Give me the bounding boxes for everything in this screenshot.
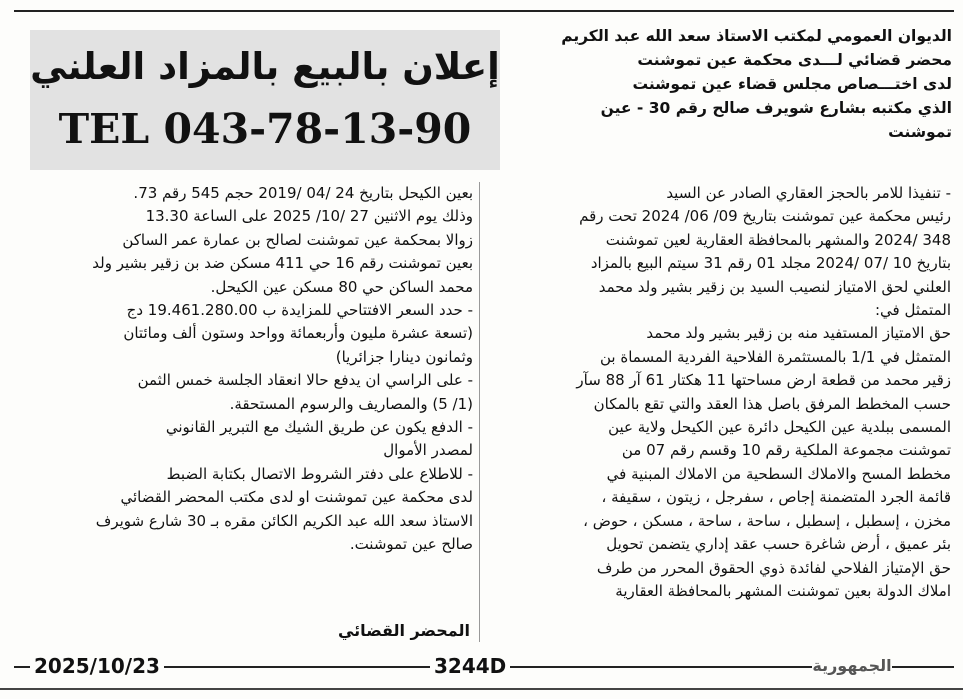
- text-line: زقير محمد من قطعة ارض مساحتها 11 هكتار 61 آر 88 سآر: [576, 371, 951, 390]
- text-line: لدى محكمة عين تموشنت او لدى مكتب المحضر القضائي: [120, 488, 473, 507]
- text-line: بتاريخ 10 /07 /2024 مجلد 01 رقم 31 سيتم البيع بالمزاد: [590, 254, 951, 273]
- text-line: حسب المخطط المرفق باصل هذا العقد والتي تقع بالمكان: [593, 394, 951, 413]
- text-line: صالح عين تموشنت.: [349, 535, 473, 554]
- text-line: المتمثل في:: [875, 301, 951, 320]
- left-column: [18, 182, 473, 557]
- text-line: وثمانون دينارا جزائريا): [335, 347, 473, 366]
- text-line: بعين الكيحل بتاريخ 24 /04 /2019 حجم 545 رقم 73.: [133, 184, 473, 202]
- text-line: محمد الساكن حي 80 مسكن عين الكيحل.: [210, 277, 473, 296]
- office-line: تموشنت: [888, 123, 952, 141]
- text-line: زوالا بمحكمة عين تموشنت لصالح بن عمارة عمر الساكن: [122, 230, 473, 249]
- auction-banner: [30, 30, 500, 170]
- office-line: الديوان العمومي لمكتب الاستاذ سعد الله عبد الكريم: [561, 27, 952, 45]
- signature-title: المحضر القضائي: [337, 621, 470, 640]
- office-line: الذي مكتبه بشارع شويرف صالح رقم 30 - عين: [600, 99, 952, 117]
- text-line: املاك الدولة بعين تموشنت المشهر بالمحافظة العقارية: [615, 581, 951, 600]
- text-line: العلني لحق الامتياز لنصيب السيد بن زقير بشير ولد محمد: [598, 277, 951, 296]
- text-line: مخطط المسح والاملاك السطحية من الاملاك المبنية في: [606, 464, 951, 483]
- text-line: وذلك يوم الاثنين 27 /10/ 2025 على الساعة 13.30: [145, 207, 473, 226]
- text-line: حق الامتياز المستفيد منه بن زقير بشير ولد محمد: [646, 324, 951, 343]
- text-line: المتمثل في 1/1 بالمستثمرة الفلاحية الفردية المسماة بن: [599, 347, 951, 366]
- text-line: - للاطلاع على دفتر الشروط الاتصال بكتابة الضبط: [166, 464, 473, 483]
- text-line: بئر عميق ، أرض شاغرة حسب عقد إداري يتضمن تحويل: [606, 535, 951, 554]
- text-line: رئيس محكمة عين تموشنت بتاريخ 09/ 06/ 2024 تحت رقم: [579, 207, 951, 226]
- text-line: (1/ 5) والمصاريف والرسوم المستحقة.: [229, 394, 473, 413]
- text-line: - الدفع يكون عن طريق الشيك مع التبرير القانوني: [165, 418, 473, 437]
- office-line: لدى اختـــصاص مجلس قضاء عين تموشنت: [632, 75, 952, 93]
- office-line: محضر قضائي لـــدى محكمة عين تموشنت: [637, 51, 952, 69]
- column-divider: [479, 182, 480, 642]
- text-line: - على الراسي ان يدفع حالا انعقاد الجلسة خمس الثمن: [137, 371, 473, 390]
- banner-title: إعلان بالبيع بالمزاد العلني: [30, 45, 500, 88]
- text-line: الاستاذ سعد الله عبد الكريم الكائن مقره بـ 30 شارع شويرف: [95, 511, 473, 530]
- text-line: المسمى ببلدية عين الكيحل دائرة عين الكيحل ولاية عين: [608, 418, 951, 437]
- newspaper-logo: الجمهورية: [812, 654, 892, 678]
- right-column: [487, 182, 951, 603]
- banner-phone: TEL 043-78-13-90: [58, 105, 472, 153]
- text-line: 348 /2024 والمشهر بالمحافظة العقارية لعين تموشنت: [605, 230, 951, 249]
- text-line: (تسعة عشرة مليون وأربعمائة وواحد وستون ألف ومائتان: [123, 324, 473, 343]
- bottom-rule: [0, 688, 963, 690]
- text-line: تموشنت مجموعة الملكية رقم 10 وقسم رقم 07 من: [621, 441, 951, 460]
- page-footer: [0, 650, 963, 680]
- text-line: مخزن ، إسطبل ، إسطبل ، ساحة ، ساحة ، مسكن ، حوض ،: [583, 511, 951, 530]
- top-rule: [14, 10, 954, 12]
- text-line: قائمة الجرد المتضمنة إجاص ، سفرجل ، زيتون ، سقيفة ،: [601, 488, 951, 507]
- text-line: لمصدر الأموال: [383, 441, 473, 460]
- text-line: - تنفيذا للامر بالحجز العقاري الصادر عن السيد: [666, 184, 951, 202]
- office-header: [520, 24, 952, 144]
- text-line: بعين تموشنت رقم 16 حي 411 مسكن ضد بن زقير بشير ولد: [92, 254, 473, 273]
- text-line: حق الإمتياز الفلاحي لفائدة ذوي الحقوق المحرر من طرف: [596, 558, 951, 577]
- publication-date: 2025/10/23: [30, 652, 164, 680]
- text-line: - حدد السعر الافتتاحي للمزايدة ب 19.461.280.00 دج: [126, 301, 473, 320]
- ad-code: 3244D: [430, 652, 510, 680]
